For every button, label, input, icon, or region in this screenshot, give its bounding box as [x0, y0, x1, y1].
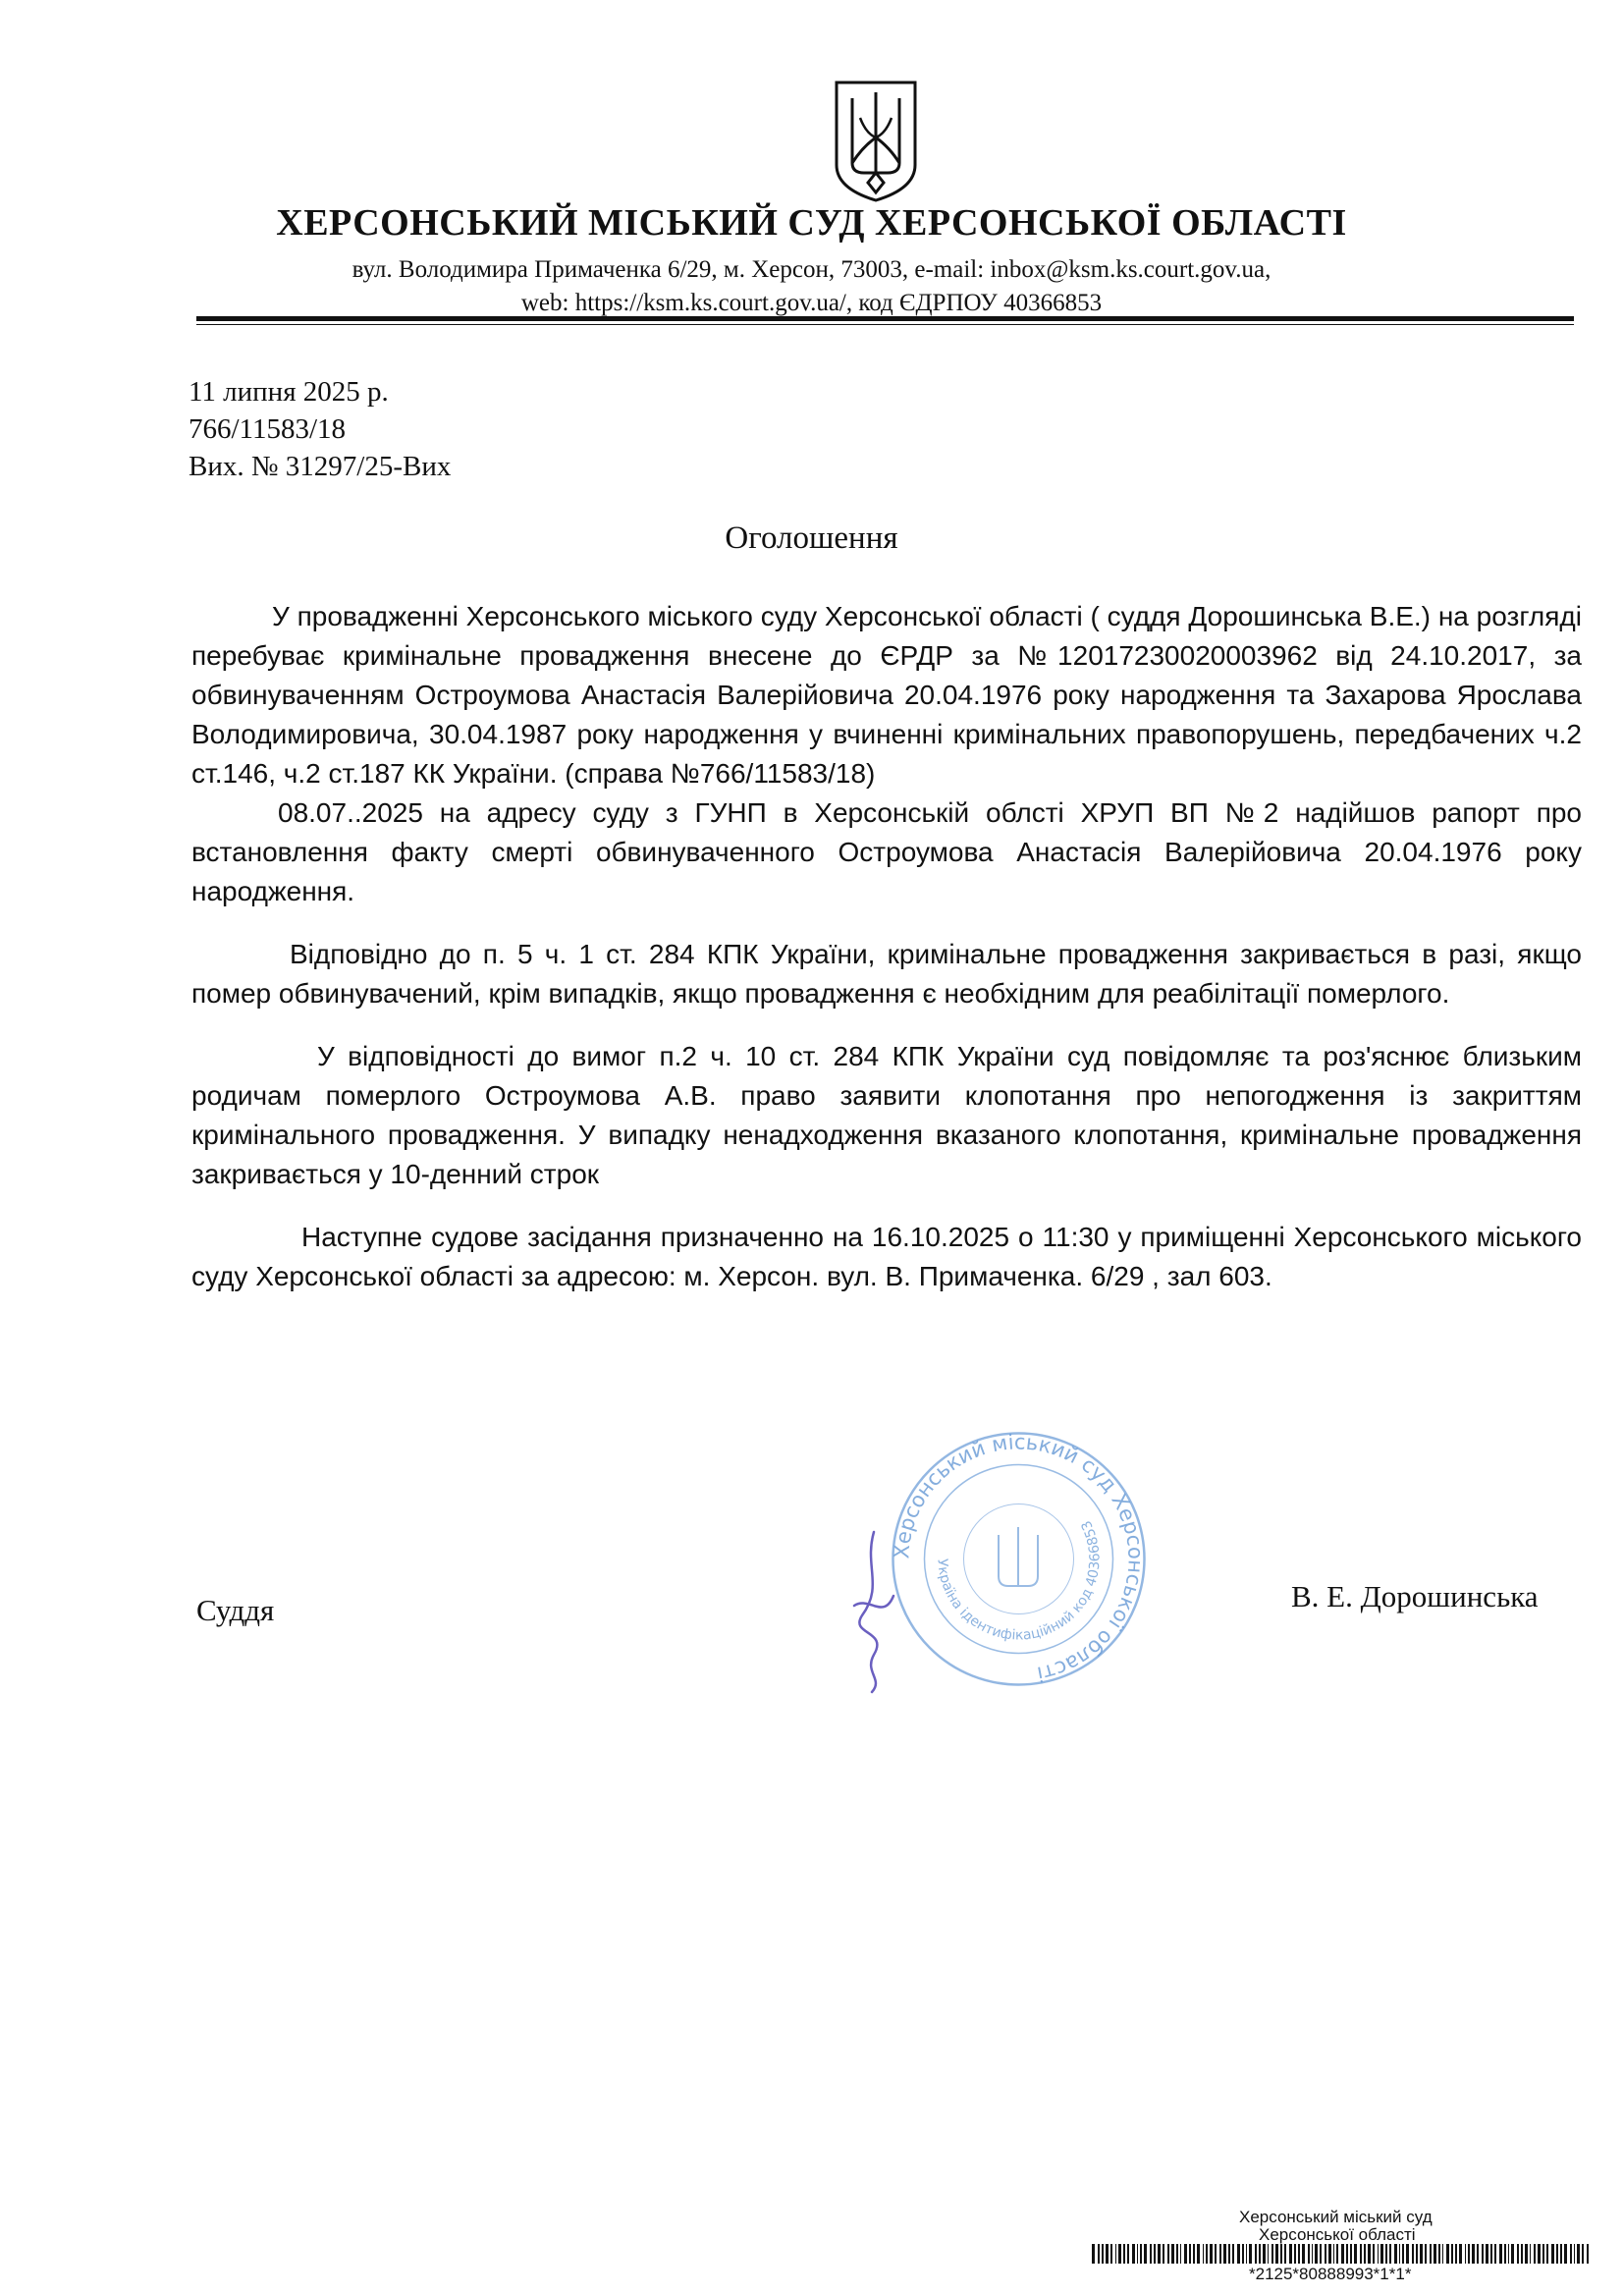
registry-stamp-line2: Херсонської області — [1259, 2225, 1416, 2244]
seal-inner-text: Україна ідентифікаційний код 40366853 — [934, 1517, 1104, 1644]
seal-outer-text: Херсонський міський суд Херсонської області — [890, 1430, 1148, 1686]
header-divider-thin — [196, 324, 1574, 325]
paragraph-next-hearing: Наступне судове засідання призначенно на 16.10.2025 о 11:30 у приміщенні Херсонського міського суду Херсонської області за адресою: м. Херсон. вул. В. Примаченка. 6/29 , зал 603. — [191, 1222, 1582, 1291]
paragraph-relatives-notice: У відповідності до вимог п.2 ч. 10 ст. 284 КПК України суд повідомляє та роз'яснює близьким родичам померлого Остроумова А.В. право заявити клопотання про непогодження із закриттям кримінального провадження. У випадку ненадходження вказаного клопотання, кримінальне провадження закривається у 10-денний строк — [191, 1041, 1582, 1189]
paragraph-proceedings: У провадженні Херсонського міського суду Херсонської області ( суддя Дорошинська В.Е.) на розгляді перебуває кримінальне провадження внесене до ЄРДР за №12017230020003962 від 24.10.2017, за обвинуваченням Остроумова Анастасія Валерійовича 20.04.1976 року народження та Захарова Ярослава Володимировича, 30.04.1987 року народження у вчиненні кримінальних правопорушень, передбачених ч.2 ст.146, ч.2 ст.187 КК України. (справа №766/11583/18) — [191, 601, 1582, 789]
court-address — [0, 253, 1623, 320]
judge-label: Суддя — [196, 1593, 275, 1627]
paragraph-legal-basis: Відповідно до п. 5 ч. 1 ст. 284 КПК України, кримінальне провадження закривається в разі, якщо помер обвинувачений, крім випадків, якщо провадження є необхідним для реабілітації померлого. — [191, 939, 1582, 1009]
document-title: Оголошення — [725, 520, 898, 556]
paragraph-death-report: 08.07..2025 на адресу суду з ГУНП в Херсонській облсті ХРУП ВП №2 надійшов рапорт про встановлення факту смерті обвинуваченного Остроумова Анастасія Валерійовича 20.04.1976 року народження. — [191, 797, 1582, 906]
barcode-number: *2125*80888993*1*1* — [1249, 2265, 1412, 2283]
registry-stamp-line1: Херсонський міський суд — [1239, 2208, 1433, 2226]
court-address-line1: вул. Володимира Примаченка 6/29, м. Херсон, 73003, e-mail: inbox@ksm.ks.court.gov.ua, — [352, 256, 1271, 283]
announcement-body — [191, 597, 1582, 1296]
court-name: ХЕРСОНСЬКИЙ МІСЬКИЙ СУД ХЕРСОНСЬКОЇ ОБЛАСТІ — [276, 202, 1347, 244]
document-date: 11 липня 2025 р. — [189, 376, 389, 408]
case-number: 766/11583/18 — [189, 413, 347, 445]
judge-signature — [844, 1527, 903, 1694]
outgoing-number: Вих. № 31297/25-Вих — [189, 451, 452, 482]
coat-of-arms-icon — [833, 79, 919, 204]
court-address-line2: web: https://ksm.ks.court.gov.ua/, код ЄДРПОУ 40366853 — [520, 290, 1103, 316]
court-seal — [889, 1429, 1149, 1689]
barcode — [1092, 2244, 1593, 2264]
header-divider — [196, 316, 1574, 321]
judge-name: В. Е. Дорошинська — [1291, 1579, 1539, 1613]
document-meta — [189, 373, 451, 485]
